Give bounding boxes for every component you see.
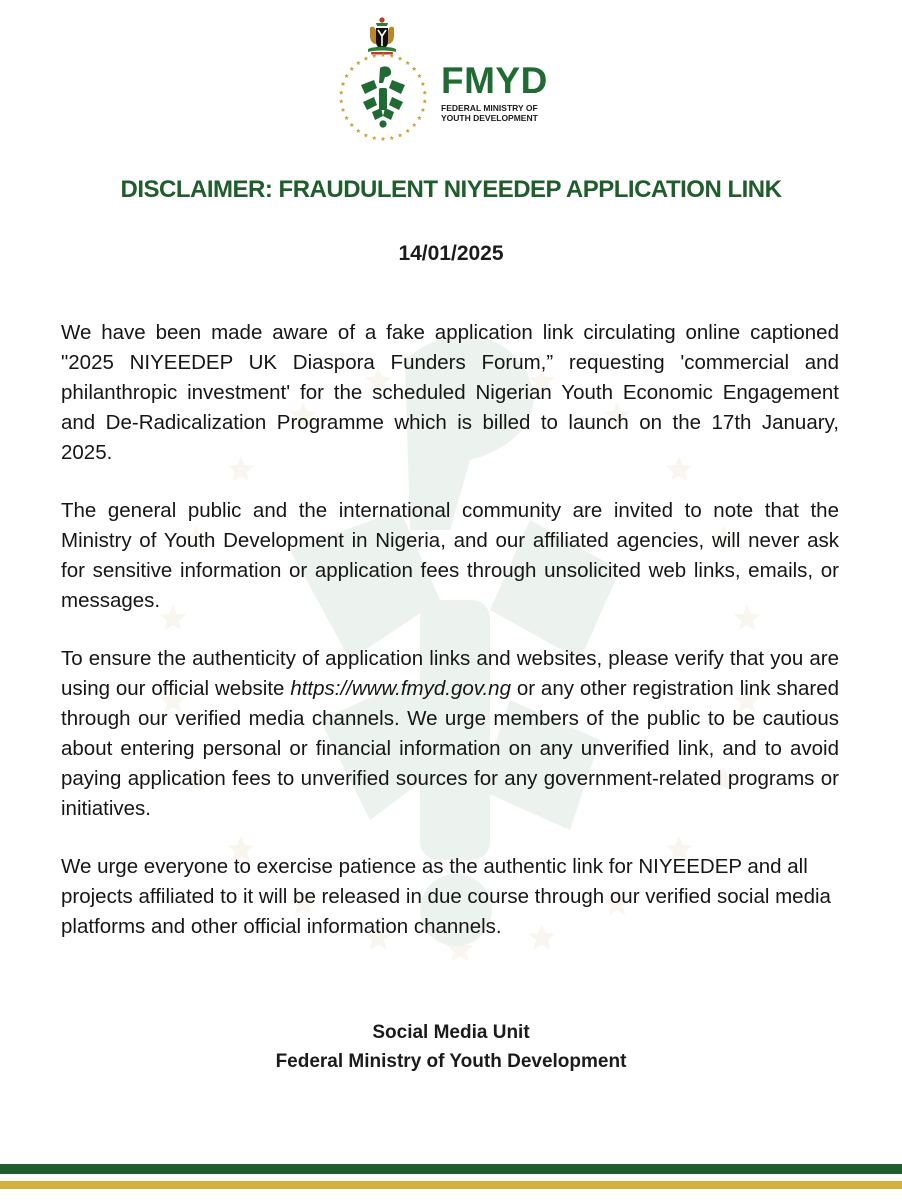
emblem-star-icon bbox=[389, 54, 394, 58]
brand-name-line2: YOUTH DEVELOPMENT bbox=[441, 113, 538, 123]
emblem-star-icon bbox=[417, 116, 422, 120]
brand-block bbox=[441, 62, 581, 123]
emblem-star-icon bbox=[341, 82, 346, 86]
paragraph-3-after-link: or any other registration link shared through our verified media channels. We urge members of the public to be cautious about entering personal or financial information on any unverified link, and to avoid paying application fees to unverified sources for any government-related programs or initiatives. bbox=[61, 677, 839, 820]
fmyd-emblem-icon bbox=[336, 50, 430, 144]
signature-ministry: Federal Ministry of Youth Development bbox=[275, 1051, 627, 1072]
emblem-star-icon bbox=[350, 67, 355, 71]
emblem-star-icon bbox=[364, 56, 369, 60]
emblem-star-icon bbox=[381, 53, 386, 57]
emblem-star-icon bbox=[421, 108, 426, 112]
paragraph-3-before-link: To ensure the authenticity of application links and websites, please verify that you are using our official website bbox=[61, 647, 839, 700]
emblem-star-icon bbox=[356, 61, 361, 65]
emblem-star-icon bbox=[341, 108, 346, 112]
emblem-star-icon bbox=[417, 74, 422, 78]
emblem-star-icon bbox=[398, 133, 403, 137]
footer-stripe-gold bbox=[0, 1181, 902, 1189]
brand-name bbox=[441, 103, 561, 123]
emblem-star-icon bbox=[412, 123, 417, 127]
emblem-star-icon bbox=[339, 99, 344, 103]
emblem-star-icon bbox=[344, 116, 349, 120]
emblem-star-icon bbox=[398, 56, 403, 60]
page-title: DISCLAIMER: FRAUDULENT NIYEEDEP APPLICATION LINK bbox=[120, 176, 782, 203]
emblem-star-icon bbox=[372, 136, 377, 140]
official-website-link[interactable]: https://www.fmyd.gov.ng bbox=[290, 677, 511, 700]
brand-acronym: FMYD bbox=[441, 60, 548, 101]
emblem-star-icon bbox=[356, 129, 361, 133]
publication-date: 14/01/2025 bbox=[398, 242, 504, 265]
signature-block bbox=[0, 1018, 902, 1076]
emblem-star-icon bbox=[422, 99, 427, 103]
emblem-star-icon bbox=[389, 136, 394, 140]
emblem-star-icon bbox=[339, 90, 344, 94]
emblem-star-icon bbox=[422, 90, 427, 94]
emblem-star-icon bbox=[421, 82, 426, 86]
paragraph-4: We urge everyone to exercise patience as the authentic link for NIYEEDEP and all projects affiliated to it will be released in due course through our verified social media platforms and other official information channels. bbox=[61, 855, 831, 938]
brand-name-line1: FEDERAL MINISTRY OF bbox=[441, 103, 538, 113]
paragraph-3 bbox=[61, 644, 839, 824]
emblem-star-icon bbox=[412, 67, 417, 71]
emblem-star-icon bbox=[381, 137, 386, 141]
emblem-star-icon bbox=[405, 61, 410, 65]
emblem-star-icon bbox=[350, 123, 355, 127]
emblem-star-icon bbox=[344, 74, 349, 78]
paragraph-1: We have been made aware of a fake application link circulating online captioned "2025 NIYEEDEP UK Diaspora Funders Forum,” requesting 'commercial and philanthropic investment' for the scheduled Nigerian Youth Economic Engagement and De-Radicalization Programme which is billed to launch on the 17th January, 2025. bbox=[61, 321, 839, 464]
footer-stripe-green bbox=[0, 1164, 902, 1174]
emblem-star-icon bbox=[372, 54, 377, 58]
signature-unit: Social Media Unit bbox=[372, 1022, 530, 1043]
disclaimer-body bbox=[61, 318, 839, 970]
emblem-star-icon bbox=[364, 133, 369, 137]
emblem-star-icon bbox=[405, 129, 410, 133]
paragraph-2: The general public and the international community are invited to note that the Ministry of Youth Development in Nigeria, and our affiliated agencies, will never ask for sensitive information or application fees through unsolicited web links, emails, or messages. bbox=[61, 499, 839, 612]
